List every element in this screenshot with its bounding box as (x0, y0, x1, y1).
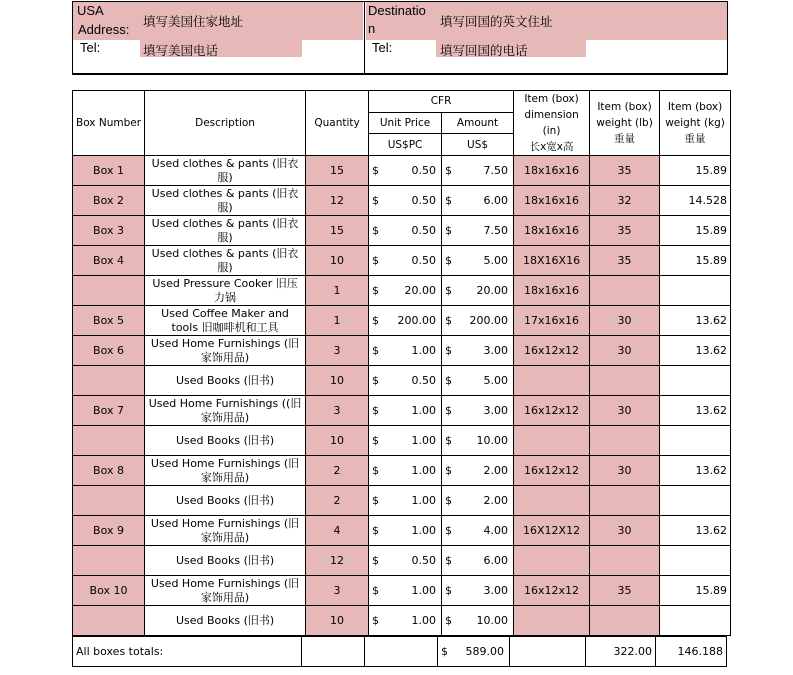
table-row (73, 336, 731, 366)
header-amount: Amount (442, 112, 514, 134)
table-row (73, 396, 731, 426)
quantity-cell[interactable]: 3 (306, 576, 369, 606)
quantity-cell[interactable]: 10 (306, 426, 369, 456)
weight-kg-cell[interactable]: 13.62 (660, 516, 731, 546)
dimension-cell[interactable]: 18x16x16 (514, 156, 590, 186)
unit-price-cell[interactable]: $ 1.00 (369, 606, 442, 636)
amount-cell[interactable]: $ 10.00 (442, 426, 514, 456)
amount-cell[interactable]: $ 7.50 (442, 156, 514, 186)
box-number-cell[interactable]: Box 8 (73, 456, 145, 486)
unit-price-cell[interactable]: $ 1.00 (369, 456, 442, 486)
dimension-cell[interactable] (514, 366, 590, 396)
unit-price-cell[interactable]: $ 1.00 (369, 486, 442, 516)
weight-lb-cell[interactable] (590, 426, 660, 456)
dimension-cell[interactable]: 16x12x12 (514, 576, 590, 606)
dimension-cell[interactable]: 18X16X16 (514, 246, 590, 276)
weight-kg-cell[interactable] (660, 366, 731, 396)
box-number-cell[interactable] (73, 276, 145, 306)
weight-lb-cell[interactable] (590, 486, 660, 516)
header-box-number: Box Number (73, 91, 145, 156)
header-amount-unit: US$ (442, 134, 514, 156)
description-cell[interactable]: Used Books (旧书) (145, 366, 306, 396)
quantity-cell[interactable]: 3 (306, 336, 369, 366)
quantity-cell[interactable]: 1 (306, 276, 369, 306)
amount-cell[interactable]: $ 2.00 (442, 486, 514, 516)
weight-lb-cell[interactable]: 30 (590, 396, 660, 426)
amount-cell[interactable]: $ 7.50 (442, 216, 514, 246)
header-weight-lb: Item (box) weight (lb) 重量 (590, 91, 660, 156)
header-unit-price: Unit Price (369, 112, 442, 134)
box-number-cell[interactable]: Box 2 (73, 186, 145, 216)
weight-lb-cell[interactable] (590, 606, 660, 636)
dimension-cell[interactable]: 18x16x16 (514, 186, 590, 216)
table-row (73, 546, 731, 576)
quantity-cell[interactable]: 1 (306, 306, 369, 336)
table-row (73, 306, 731, 336)
amount-cell[interactable]: $ 10.00 (442, 606, 514, 636)
unit-price-cell[interactable]: $ 1.00 (369, 516, 442, 546)
totals-unit-price-cell (365, 637, 438, 667)
table-row (73, 366, 731, 396)
weight-lb-cell[interactable]: 30 (590, 516, 660, 546)
weight-lb-cell[interactable] (590, 546, 660, 576)
unit-price-cell[interactable]: $ 0.50 (369, 156, 442, 186)
quantity-cell[interactable]: 15 (306, 156, 369, 186)
quantity-cell[interactable]: 2 (306, 456, 369, 486)
amount-cell[interactable]: $ 5.00 (442, 366, 514, 396)
totals-label: All boxes totals: (73, 637, 302, 667)
table-row (73, 576, 731, 606)
table-row (73, 426, 731, 456)
amount-cell[interactable]: $ 6.00 (442, 186, 514, 216)
box-number-cell[interactable]: Box 7 (73, 396, 145, 426)
unit-price-cell[interactable]: $ 0.50 (369, 546, 442, 576)
quantity-cell[interactable]: 15 (306, 216, 369, 246)
table-row (73, 246, 731, 276)
unit-price-cell[interactable]: $ 0.50 (369, 246, 442, 276)
weight-kg-cell[interactable] (660, 276, 731, 306)
weight-lb-cell[interactable]: 35 (590, 156, 660, 186)
description-cell[interactable]: Used Pressure Cooker 旧压力锅 (145, 276, 306, 306)
dimension-cell[interactable] (514, 546, 590, 576)
weight-kg-cell[interactable]: 13.62 (660, 396, 731, 426)
weight-lb-cell[interactable]: 35 (590, 216, 660, 246)
box-number-cell[interactable]: Box 10 (73, 576, 145, 606)
box-number-cell[interactable]: Box 3 (73, 216, 145, 246)
table-row (73, 156, 731, 186)
weight-lb-cell[interactable]: 30 (590, 456, 660, 486)
description-cell[interactable]: Used Home Furnishings (旧家饰用品) (145, 576, 306, 606)
packing-list-table (72, 90, 731, 636)
unit-price-cell[interactable]: $ 1.00 (369, 576, 442, 606)
amount-cell[interactable]: $ 3.00 (442, 336, 514, 366)
totals-dimension-cell (510, 637, 586, 667)
table-row (73, 486, 731, 516)
weight-kg-cell[interactable] (660, 486, 731, 516)
table-row (73, 276, 731, 306)
quantity-cell[interactable]: 4 (306, 516, 369, 546)
description-cell[interactable]: Used Home Furnishings ((旧家饰用品) (145, 396, 306, 426)
description-cell[interactable]: Used Books (旧书) (145, 546, 306, 576)
usa-address-value: 填写美国住家地址 (143, 14, 244, 29)
weight-lb-cell[interactable]: 32 (590, 186, 660, 216)
dimension-cell[interactable]: 17x16x16 (514, 306, 590, 336)
description-cell[interactable]: Used clothes & pants (旧衣服) (145, 246, 306, 276)
header-description: Description (145, 91, 306, 156)
box-number-cell[interactable] (73, 486, 145, 516)
usa-tel-value: 填写美国电话 (143, 43, 219, 58)
description-cell[interactable]: Used clothes & pants (旧衣服) (145, 156, 306, 186)
dimension-cell[interactable]: 16x12x12 (514, 456, 590, 486)
box-number-cell[interactable]: Box 9 (73, 516, 145, 546)
description-cell[interactable]: Used Books (旧书) (145, 486, 306, 516)
weight-kg-cell[interactable] (660, 426, 731, 456)
totals-quantity-cell (302, 637, 365, 667)
box-number-cell[interactable] (73, 546, 145, 576)
description-cell[interactable]: Used Home Furnishings (旧家饰用品) (145, 516, 306, 546)
amount-cell[interactable]: $ 5.00 (442, 246, 514, 276)
quantity-cell[interactable]: 12 (306, 546, 369, 576)
header-cfr: CFR (369, 91, 514, 113)
description-cell[interactable]: Used clothes & pants (旧衣服) (145, 186, 306, 216)
amount-cell[interactable]: $ 4.00 (442, 516, 514, 546)
box-number-cell[interactable]: Box 6 (73, 336, 145, 366)
totals-amount: $ 589.00 (438, 637, 510, 667)
unit-price-cell[interactable]: $ 20.00 (369, 276, 442, 306)
description-cell[interactable]: Used Coffee Maker and tools 旧咖啡机和工具 (145, 306, 306, 336)
description-cell[interactable]: Used Home Furnishings (旧家饰用品) (145, 336, 306, 366)
usa-label: USA (77, 3, 104, 18)
unit-price-cell[interactable]: $ 0.50 (369, 216, 442, 246)
table-row (73, 216, 731, 246)
weight-lb-cell[interactable] (590, 366, 660, 396)
totals-table (72, 636, 727, 667)
dimension-cell[interactable] (514, 606, 590, 636)
weight-lb-cell[interactable]: 35 (590, 576, 660, 606)
table-row (73, 186, 731, 216)
box-number-cell[interactable] (73, 606, 145, 636)
box-number-cell[interactable] (73, 366, 145, 396)
address-header-divider (364, 1, 365, 75)
destination-label: Destinatio (368, 3, 426, 18)
unit-price-cell[interactable]: $ 0.50 (369, 366, 442, 396)
description-cell[interactable]: Used Books (旧书) (145, 606, 306, 636)
destination-label-cont: n (368, 21, 376, 36)
weight-kg-cell[interactable]: 13.62 (660, 306, 731, 336)
destination-tel-label: Tel: (372, 40, 393, 55)
table-row (73, 606, 731, 636)
totals-row (73, 637, 727, 667)
header-quantity: Quantity (306, 91, 369, 156)
description-cell[interactable]: Used Books (旧书) (145, 426, 306, 456)
header-unit-price-unit: US$PC (369, 134, 442, 156)
description-cell[interactable]: Used clothes & pants (旧衣服) (145, 216, 306, 246)
table-row (73, 516, 731, 546)
unit-price-cell[interactable]: $ 1.00 (369, 426, 442, 456)
totals-weight-kg: 146.188 (656, 637, 727, 667)
box-number-cell[interactable]: Box 4 (73, 246, 145, 276)
weight-lb-cell[interactable] (590, 276, 660, 306)
quantity-cell[interactable]: 3 (306, 396, 369, 426)
weight-kg-cell[interactable]: 15.89 (660, 216, 731, 246)
amount-cell[interactable]: $ 2.00 (442, 456, 514, 486)
address-header-frame (72, 1, 728, 75)
weight-lb-cell[interactable]: 30 (590, 306, 660, 336)
quantity-cell[interactable]: 12 (306, 186, 369, 216)
dimension-cell[interactable] (514, 426, 590, 456)
weight-kg-cell[interactable]: 15.89 (660, 576, 731, 606)
dimension-cell[interactable]: 16X12X12 (514, 516, 590, 546)
weight-kg-cell[interactable] (660, 546, 731, 576)
unit-price-cell[interactable]: $ 0.50 (369, 186, 442, 216)
destination-address-value: 填写回国的英文住址 (440, 14, 553, 29)
totals-weight-lb: 322.00 (586, 637, 656, 667)
unit-price-cell[interactable]: $ 1.00 (369, 336, 442, 366)
box-number-cell[interactable]: Box 5 (73, 306, 145, 336)
weight-kg-cell[interactable] (660, 606, 731, 636)
weight-kg-cell[interactable]: 14.528 (660, 186, 731, 216)
weight-lb-cell[interactable]: 30 (590, 336, 660, 366)
weight-kg-cell[interactable]: 13.62 (660, 336, 731, 366)
header-dimension: Item (box) dimension (in) 长x宽x高 (514, 91, 590, 156)
usa-tel-label: Tel: (80, 40, 101, 55)
table-row (73, 456, 731, 486)
dimension-cell[interactable]: 16x12x12 (514, 336, 590, 366)
dimension-cell[interactable]: 18x16x16 (514, 276, 590, 306)
header-weight-kg: Item (box) weight (kg) 重量 (660, 91, 731, 156)
weight-kg-cell[interactable]: 15.89 (660, 156, 731, 186)
destination-tel-value: 填写回国的电话 (440, 43, 528, 58)
unit-price-cell[interactable]: $ 1.00 (369, 396, 442, 426)
description-cell[interactable]: Used Home Furnishings (旧家饰用品) (145, 456, 306, 486)
amount-cell[interactable]: $ 200.00 (442, 306, 514, 336)
amount-cell[interactable]: $ 3.00 (442, 396, 514, 426)
weight-kg-cell[interactable]: 13.62 (660, 456, 731, 486)
dimension-cell[interactable] (514, 486, 590, 516)
unit-price-cell[interactable]: $ 200.00 (369, 306, 442, 336)
weight-kg-cell[interactable]: 15.89 (660, 246, 731, 276)
box-number-cell[interactable] (73, 426, 145, 456)
dimension-cell[interactable]: 18x16x16 (514, 216, 590, 246)
box-number-cell[interactable]: Box 1 (73, 156, 145, 186)
table-body (73, 156, 731, 636)
amount-cell[interactable]: $ 20.00 (442, 276, 514, 306)
amount-cell[interactable]: $ 3.00 (442, 576, 514, 606)
quantity-cell[interactable]: 10 (306, 606, 369, 636)
quantity-cell[interactable]: 10 (306, 366, 369, 396)
dimension-cell[interactable]: 16x12x12 (514, 396, 590, 426)
quantity-cell[interactable]: 2 (306, 486, 369, 516)
quantity-cell[interactable]: 10 (306, 246, 369, 276)
weight-lb-cell[interactable]: 35 (590, 246, 660, 276)
amount-cell[interactable]: $ 6.00 (442, 546, 514, 576)
address-label: Address: (78, 22, 130, 37)
